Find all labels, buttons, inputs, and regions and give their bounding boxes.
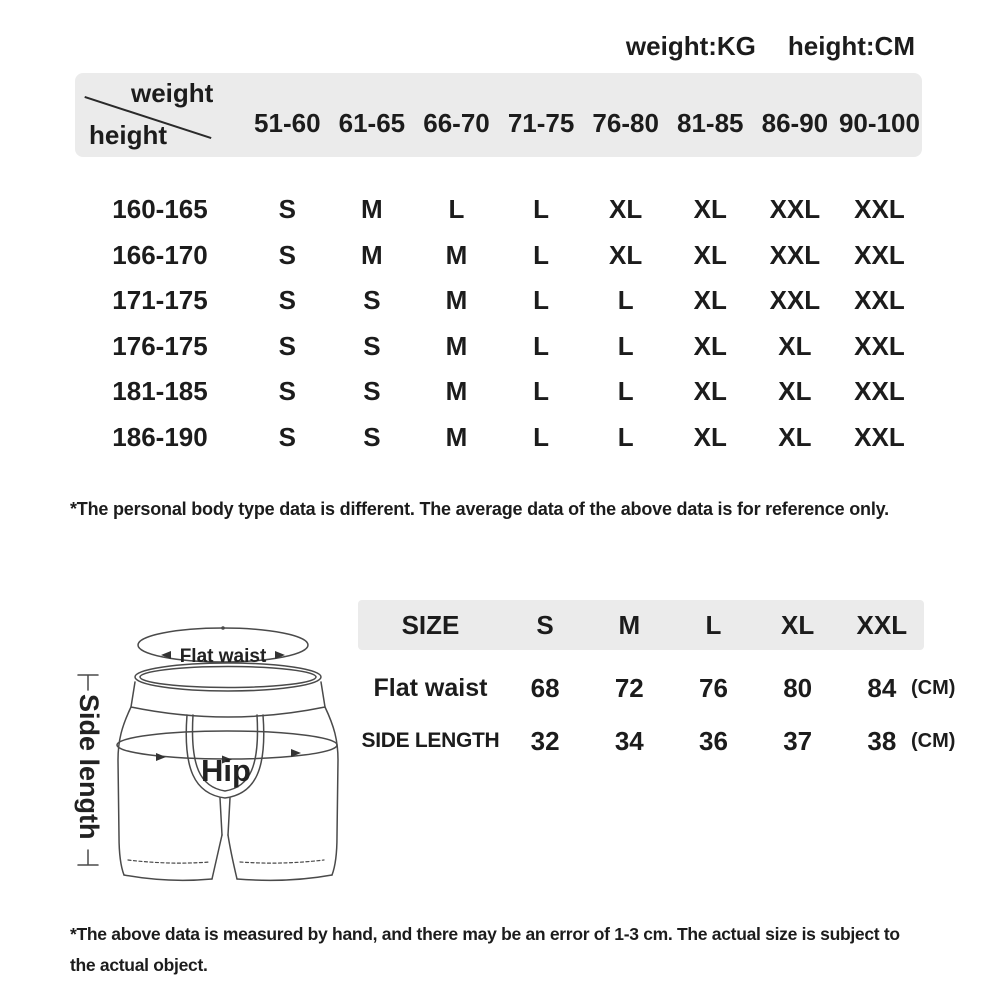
size-cell: M: [361, 194, 383, 225]
size-cell: M: [445, 285, 468, 316]
hip-label: Hip: [201, 753, 251, 788]
measure-value: 32: [530, 725, 560, 756]
weight-column-headers: [245, 73, 922, 157]
size-cell: XL: [693, 376, 727, 407]
size-cell: XL: [693, 330, 727, 361]
size-cell: S: [278, 194, 296, 225]
table-row: [75, 233, 922, 279]
size-cell: S: [278, 376, 296, 407]
size-cell: XL: [693, 285, 727, 316]
weight-col-header: 71-75: [507, 107, 575, 138]
height-row-label: 176-175: [112, 330, 208, 361]
size-header-cell: SIZE: [401, 609, 460, 640]
hip-arrow-left: [156, 753, 166, 761]
corner-cell: [75, 73, 245, 157]
height-unit-label: height:CM: [787, 31, 915, 61]
measure-value: 80: [783, 672, 813, 703]
measure-value: 34: [614, 725, 644, 756]
size-cell: S: [278, 421, 296, 452]
waistband-rim-inner: [140, 667, 316, 688]
height-row-label: 181-185: [112, 376, 208, 407]
flat-waist-top-dot: [221, 626, 225, 630]
table-row: [75, 278, 922, 324]
measure-value: 84: [867, 672, 897, 703]
size-cell: M: [445, 376, 468, 407]
size-cell: XXL: [854, 421, 905, 452]
table-row: [75, 187, 922, 233]
size-cell: L: [533, 376, 550, 407]
size-cell: S: [363, 330, 381, 361]
units-legend: [626, 31, 915, 62]
right-hem: [237, 875, 332, 880]
right-stitch-line: [240, 860, 324, 863]
pouch-stem: [220, 798, 230, 835]
size-cell: M: [361, 239, 383, 270]
size-cell: XL: [693, 239, 727, 270]
size-cell: XXL: [854, 239, 905, 270]
size-col-header: S: [536, 609, 554, 640]
weight-unit-label: weight:KG: [625, 31, 756, 61]
weight-col-header: 61-65: [338, 107, 406, 138]
measure-row-label: Flat waist: [373, 673, 488, 702]
size-cell: L: [617, 285, 634, 316]
cm-unit-label: (CM): [911, 729, 956, 752]
left-inner-edge: [212, 835, 222, 879]
weight-col-header: 51-60: [254, 107, 321, 138]
size-cell: M: [445, 421, 468, 452]
size-cell: XXL: [769, 194, 821, 225]
size-col-header: L: [705, 609, 722, 640]
left-stitch-line: [128, 860, 210, 863]
table-row: [75, 369, 922, 415]
size-cell: L: [617, 376, 634, 407]
measure-table-header: [358, 600, 924, 650]
corner-weight-label: weight: [131, 78, 214, 108]
size-cell: XL: [778, 330, 812, 361]
size-cell: S: [363, 376, 381, 407]
size-col-header: M: [618, 609, 641, 640]
size-cell: S: [278, 239, 296, 270]
weight-col-header: 86-90: [761, 107, 829, 138]
measure-value: 37: [783, 725, 813, 756]
right-outer-edge: [325, 707, 338, 875]
boxer-shorts-diagram: [60, 598, 360, 898]
size-cell: S: [278, 330, 296, 361]
size-cell: S: [363, 285, 381, 316]
side-length-label: Side length: [74, 694, 104, 840]
weight-col-header: 81-85: [677, 107, 744, 138]
weight-col-header: 66-70: [423, 107, 490, 138]
left-hem: [124, 875, 212, 880]
size-cell: L: [533, 330, 550, 361]
size-cell: S: [363, 421, 381, 452]
table-row: [75, 415, 922, 461]
size-cell: XL: [693, 421, 727, 452]
size-cell: S: [278, 285, 296, 316]
side-length-row: [358, 716, 924, 766]
size-col-header: XXL: [856, 609, 908, 640]
corner-height-label: height: [89, 120, 167, 150]
size-cell: L: [533, 239, 550, 270]
cm-unit-label: (CM): [911, 676, 956, 699]
size-cell: M: [445, 239, 468, 270]
size-cell: XXL: [769, 285, 821, 316]
size-cell: XXL: [854, 194, 905, 225]
size-chart-note: *The personal body type data is different. The average data of the above data is for reference only.: [70, 499, 889, 519]
size-col-header: XL: [781, 609, 815, 640]
measure-value: 38: [867, 725, 897, 756]
measure-value: 36: [699, 725, 728, 756]
weight-col-header: 76-80: [592, 107, 659, 138]
size-cell: XXL: [854, 285, 905, 316]
size-cell: L: [617, 330, 634, 361]
size-cell: M: [445, 330, 468, 361]
size-cell: XXL: [854, 330, 905, 361]
height-row-label: 171-175: [112, 285, 208, 316]
bottom-note-line2: the actual object.: [70, 955, 208, 975]
measure-value: 76: [699, 672, 728, 703]
size-cell: XL: [609, 194, 643, 225]
size-cell: XL: [693, 194, 727, 225]
size-cell: L: [617, 421, 634, 452]
size-cell: XL: [609, 239, 643, 270]
size-cell: XL: [778, 421, 812, 452]
measure-value: 72: [614, 672, 644, 703]
size-chart-body: [75, 187, 922, 460]
weight-col-header: 90-100: [838, 107, 920, 138]
size-chart-header: [75, 73, 922, 157]
height-row-label: 160-165: [112, 194, 208, 225]
size-cell: L: [448, 194, 465, 225]
flat-waist-label: Flat waist: [179, 646, 267, 667]
measure-value: 68: [530, 672, 560, 703]
height-row-label: 166-170: [112, 239, 208, 270]
size-cell: L: [533, 194, 550, 225]
flat-waist-row: [358, 663, 924, 713]
right-inner-edge: [228, 835, 237, 879]
size-cell: L: [533, 285, 550, 316]
bottom-note-line1: *The above data is measured by hand, and there may be an error of 1-3 cm. The actual size is subject to: [70, 924, 900, 944]
size-cell: XL: [778, 376, 812, 407]
size-cell: XXL: [854, 376, 905, 407]
height-row-label: 186-190: [112, 421, 208, 452]
size-cell: L: [533, 421, 550, 452]
left-outer-edge: [118, 707, 131, 875]
table-row: [75, 324, 922, 370]
measure-row-label: SIDE LENGTH: [361, 729, 500, 752]
size-cell: XXL: [769, 239, 821, 270]
